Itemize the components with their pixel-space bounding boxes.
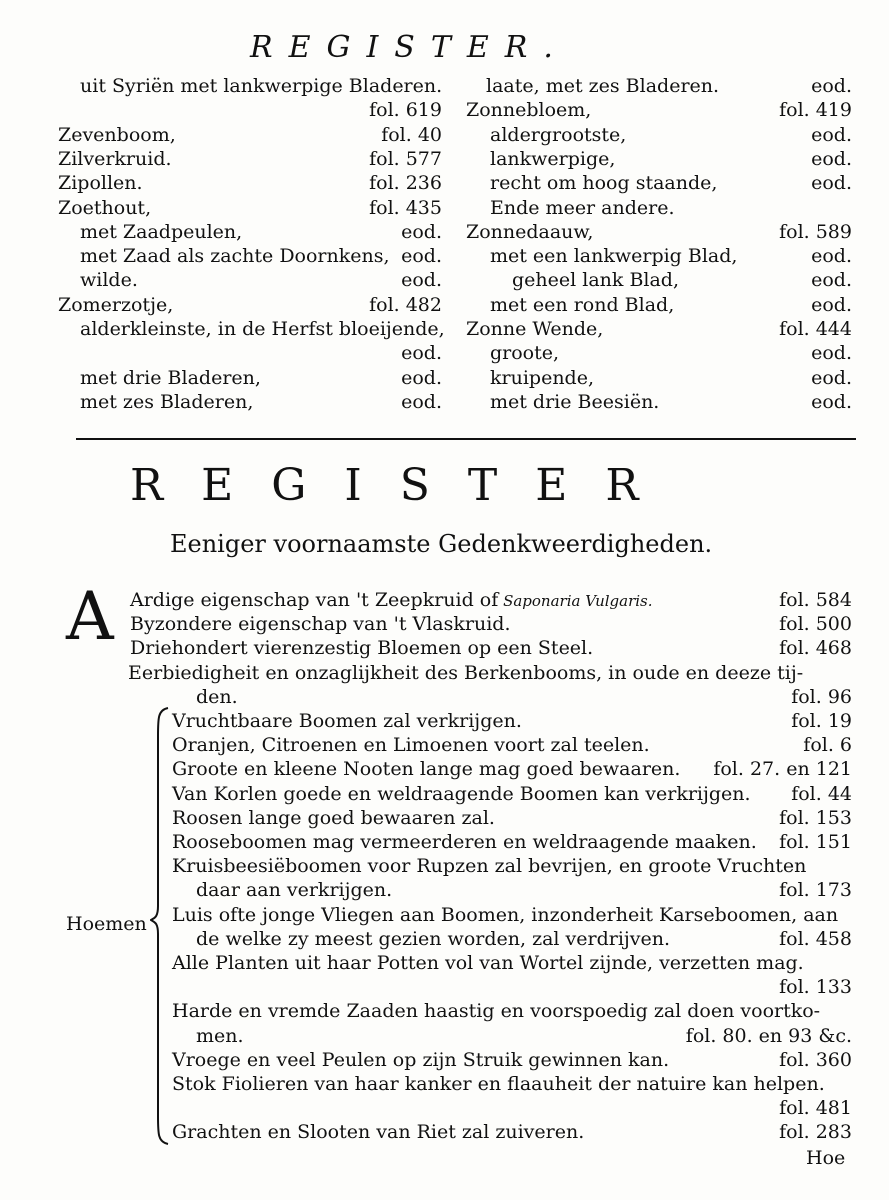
folio-ref: fol. 458 [779,927,852,950]
folio-ref: fol. 27. en 121 [713,758,852,781]
folio-ref: fol. 133 [779,976,852,999]
register-entry: met Zaad als zachte Doornkens, [80,245,390,268]
folio-ref: eod. [401,220,442,243]
brace-bracket [150,706,172,1146]
folio-ref: eod. [811,245,852,268]
register-entry: met een lankwerpig Blad, [490,245,738,268]
register-entry: wilde. [80,269,138,292]
folio-ref: eod. [811,123,852,146]
memorabilia-entry: Vroege en veel Peulen op zijn Struik gewinnen kan. [172,1048,670,1071]
memorabilia-entry: Roosen lange goed bewaaren zal. [172,806,495,829]
folio-ref: fol. 19 [791,710,852,732]
folio-ref: fol. 481 [779,1097,852,1120]
register-entry: groote, [490,342,560,365]
memorabilia-entry: Alle Planten uit haar Potten vol van Wortel zijnde, verzetten mag. [172,952,804,974]
folio-ref: eod. [401,269,442,292]
folio-ref: fol. 96 [791,685,852,708]
memorabilia-entry: Vruchtbaare Boomen zal verkrijgen. [172,710,522,732]
register-entry: uit Syriën met lankwerpige Bladeren. [80,75,443,97]
section-divider [76,438,856,440]
memorabilia-entry: Groote en kleene Nooten lange mag goed bewaaren. [172,758,681,781]
register-entry: Zomerzotje, [58,293,174,316]
memorabilia-entry: Kruisbeesiëboomen voor Rupzen zal bevrijen, en groote Vruchten [172,855,807,878]
folio-ref: fol. 619 [369,99,442,122]
memorabilia-entry: Grachten en Slooten van Riet zal zuiveren. [172,1121,585,1144]
register-entry: Zonnebloem, [466,99,592,122]
memorabilia-entry: Driehondert vierenzestig Bloemen op een Steel. [130,637,594,660]
running-header: REGISTER. [250,30,569,65]
register-entry: met drie Beesiën. [490,390,660,413]
memorabilia-entry: Byzondere eigenschap van 't Vlaskruid. [130,613,511,636]
register-entry: Zilverkruid. [58,147,172,170]
register-entry: kruipende, [490,366,594,389]
register-entry: Zonnedaauw, [466,220,594,243]
folio-ref: fol. 173 [779,879,852,902]
register-entry: Zevenboom, [58,123,176,146]
register-entry: Ende meer andere. [490,196,675,219]
folio-ref: eod. [811,75,852,97]
register-entry: Zipollen. [58,172,143,195]
memorabilia-entry: daar aan verkrijgen. [196,879,393,902]
folio-ref: fol. 80. en 93 &c. [685,1024,852,1047]
register-entry: laate, met zes Bladeren. [486,75,720,97]
memorabilia-entry: Oranjen, Citroenen en Limoenen voort zal teelen. [172,734,650,757]
register-entry: alderkleinste, in de Herfst bloeijende, [80,318,445,340]
folio-ref: fol. 419 [779,99,852,122]
register-entry: met zes Bladeren, [80,390,254,413]
folio-ref: fol. 153 [779,806,852,829]
folio-ref: fol. 444 [779,318,852,340]
memorabilia-entry: Stok Fiolieren van haar kanker en flaauheit der natuire kan helpen. [172,1073,825,1095]
folio-ref: fol. 589 [779,220,852,243]
register-entry: met Zaadpeulen, [80,220,243,243]
latin-name: Saponaria Vulgaris. [498,592,653,610]
folio-ref: eod. [401,245,442,268]
folio-ref: fol. 151 [779,831,852,853]
folio-ref: fol. 482 [369,293,442,316]
folio-ref: fol. 584 [779,589,852,611]
register-entry: aldergrootste, [490,123,627,146]
folio-ref: eod. [811,366,852,389]
register-entry: recht om hoog staande, [490,172,718,195]
memorabilia-entry: Harde en vremde Zaaden haastig en voorspoedig zal doen voortko- [172,1000,821,1023]
memorabilia-entry: Eerbiedigheit en onzaglijkheit des Berkenbooms, in oude en deeze tij- [128,661,804,684]
folio-ref: fol. 6 [803,734,852,757]
register-entry: lankwerpige, [490,147,616,170]
folio-ref: fol. 577 [369,147,442,170]
folio-ref: fol. 283 [779,1121,852,1144]
memorabilia-entry: Van Korlen goede en weldraagende Boomen kan verkrijgen. [172,782,751,805]
folio-ref: fol. 360 [779,1048,852,1071]
folio-ref: eod. [401,366,442,389]
register-entry: met een rond Blad, [490,293,675,316]
side-label: Hoemen [66,913,147,935]
drop-capital: A [66,578,114,655]
register-entry: Zoethout, [58,196,152,219]
section-title: REGISTER [130,460,677,511]
section-subtitle: Eeniger voornaamste Gedenkweerdigheden. [170,530,713,558]
memorabilia-entry: men. [196,1024,244,1047]
folio-ref: fol. 236 [369,172,442,195]
folio-ref: eod. [401,342,442,365]
register-entry: met drie Bladeren, [80,366,261,389]
memorabilia-entry: Luis ofte jonge Vliegen aan Boomen, inzonderheit Karseboomen, aan [172,903,839,926]
memorabilia-entry: Rooseboomen mag vermeerderen en weldraagende maaken. [172,831,757,853]
catchword: Hoe [806,1147,846,1169]
folio-ref: eod. [401,390,442,413]
folio-ref: fol. 40 [381,123,442,146]
folio-ref: eod. [811,147,852,170]
folio-ref: eod. [811,172,852,195]
folio-ref: fol. 468 [779,637,852,660]
memorabilia-entry: den. [196,685,238,708]
memorabilia-entry: de welke zy meest gezien worden, zal verdrijven. [196,927,671,950]
folio-ref: eod. [811,293,852,316]
folio-ref: fol. 500 [779,613,852,636]
register-entry: geheel lank Blad, [512,269,680,292]
folio-ref: fol. 435 [369,196,442,219]
folio-ref: eod. [811,342,852,365]
register-entry: Zonne Wende, [466,318,604,340]
folio-ref: fol. 44 [791,782,852,805]
folio-ref: eod. [811,390,852,413]
folio-ref: eod. [811,269,852,292]
memorabilia-entry: Ardige eigenschap van 't Zeepkruid of Saponaria Vulgaris. [130,589,653,611]
